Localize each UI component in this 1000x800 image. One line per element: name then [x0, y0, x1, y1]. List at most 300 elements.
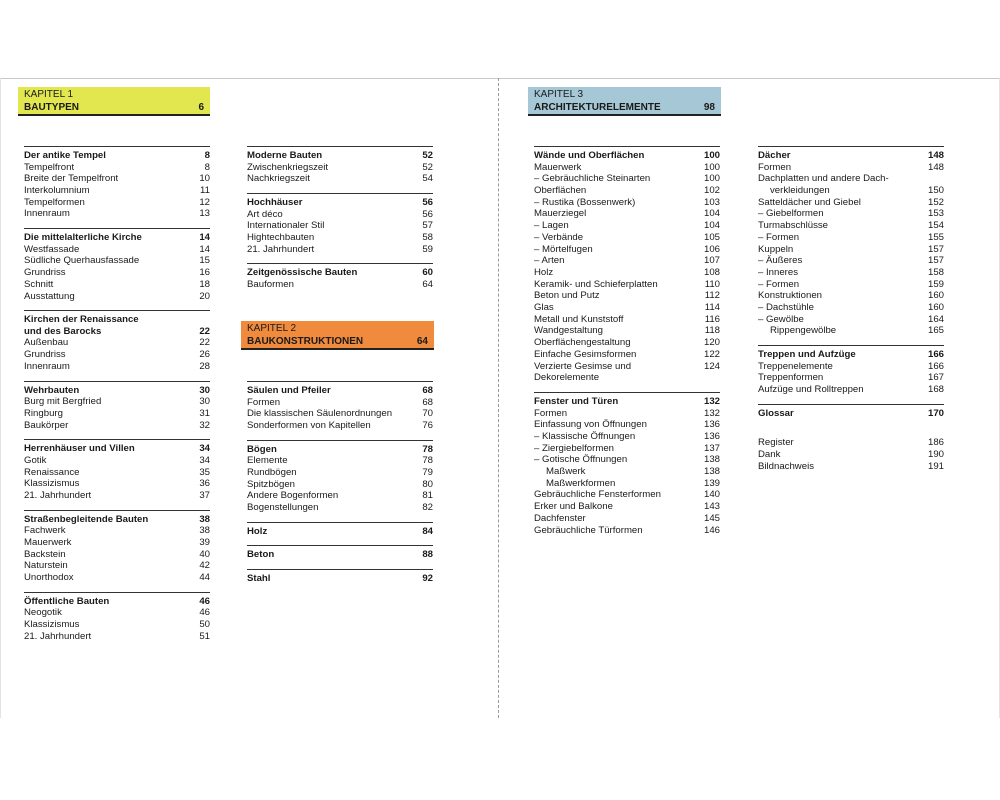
- chapter-page: 6: [198, 102, 204, 113]
- entry-page: 52: [422, 161, 433, 173]
- entry-label: Rippengewölbe: [770, 325, 837, 337]
- entry-page: 10: [199, 173, 210, 185]
- toc-entry[interactable]: [534, 513, 720, 525]
- toc-entry[interactable]: [534, 197, 720, 209]
- entry-label: Breite der Tempelfront: [24, 173, 119, 185]
- section-title: [24, 232, 199, 244]
- entry-label: Metall und Kunststoff: [534, 313, 624, 325]
- toc-entry[interactable]: [24, 185, 210, 197]
- entry-page: 31: [199, 407, 210, 419]
- toc-entry[interactable]: [758, 314, 944, 326]
- toc-entry[interactable]: [24, 349, 210, 361]
- toc-section: [247, 146, 433, 185]
- entry-page: 153: [927, 208, 944, 220]
- toc-entry[interactable]: [758, 461, 944, 473]
- entry-page: 102: [703, 185, 720, 196]
- entry-page: 148: [927, 161, 944, 173]
- toc-entry[interactable]: [24, 560, 210, 572]
- entry-label: Wandgestaltung: [534, 325, 603, 337]
- entry-label: Holz: [534, 266, 554, 278]
- toc-section: [247, 381, 433, 432]
- toc-entry[interactable]: [247, 420, 433, 432]
- entry-label: Backstein: [24, 548, 66, 560]
- section-title-line: Öffentliche Bauten: [24, 595, 110, 607]
- toc-entry[interactable]: [247, 397, 433, 409]
- page-top-edge: [0, 78, 1000, 79]
- toc-section: [247, 522, 433, 538]
- entry-label: Glas: [534, 302, 554, 314]
- entry-label: Innenraum: [24, 360, 70, 372]
- entry-label: Baukörper: [24, 419, 69, 431]
- toc-entry[interactable]: [534, 454, 720, 466]
- section-heading[interactable]: [758, 345, 944, 361]
- toc-entry[interactable]: [758, 232, 944, 244]
- toc-entry[interactable]: [534, 208, 720, 220]
- section-heading[interactable]: [24, 381, 210, 397]
- entry-label: Spitzbögen: [247, 478, 296, 490]
- toc-entry[interactable]: [247, 479, 433, 491]
- chapter-3-header[interactable]: [528, 87, 721, 116]
- entry-page: 59: [422, 243, 433, 255]
- entry-label: Nachkriegszeit: [247, 173, 310, 185]
- section-heading[interactable]: [758, 404, 944, 420]
- section-title-line: Beton: [247, 549, 275, 561]
- entry-page: 20: [199, 290, 210, 302]
- toc-entry[interactable]: [758, 162, 944, 174]
- toc-entry[interactable]: [24, 478, 210, 490]
- section-title-line: Bögen: [247, 443, 277, 455]
- entry-label: 21. Jahrhundert: [24, 489, 92, 501]
- toc-entry[interactable]: [247, 408, 433, 420]
- section-title-line: Zeitgenössische Bauten: [247, 267, 358, 279]
- entry-label: Formen: [534, 407, 568, 419]
- toc-entry[interactable]: [24, 279, 210, 291]
- entry-page: 14: [199, 243, 210, 255]
- entry-page: 44: [199, 572, 210, 584]
- entry-page: 167: [927, 372, 944, 384]
- section-page: 170: [927, 407, 944, 419]
- toc-entry[interactable]: [24, 337, 210, 349]
- entry-label: Maßwerkformen: [546, 477, 616, 489]
- section-page: 46: [199, 595, 210, 607]
- entry-page: 138: [703, 466, 720, 478]
- entry-label: Bildnachweis: [758, 460, 814, 472]
- toc-entry[interactable]: [24, 255, 210, 267]
- entry-page: 82: [422, 502, 433, 514]
- spacer: [758, 427, 944, 437]
- toc-entry[interactable]: [247, 467, 433, 479]
- toc-column-3: [534, 146, 720, 544]
- section-title: [247, 150, 422, 162]
- entry-page: 26: [199, 349, 210, 361]
- section-heading[interactable]: [247, 545, 433, 561]
- entry-label: – Ziergiebelformen: [534, 442, 614, 454]
- entry-page: 168: [927, 384, 944, 396]
- entry-page: 105: [703, 231, 720, 243]
- entry-label: Art déco: [247, 208, 283, 220]
- entry-label: Unorthodox: [24, 572, 74, 584]
- section-title: [247, 444, 422, 456]
- toc-entry[interactable]: [758, 449, 944, 461]
- entry-label: Bauformen: [247, 279, 294, 290]
- toc-entry[interactable]: [758, 208, 944, 220]
- section-title-line: Stahl: [247, 573, 271, 584]
- toc-entry[interactable]: [247, 502, 433, 514]
- section-heading[interactable]: [247, 522, 433, 538]
- section-title: [758, 349, 928, 361]
- section-title-line: Die mittelalterliche Kirche: [24, 232, 142, 244]
- page-left-edge: [0, 78, 1, 718]
- entry-page: 37: [199, 489, 210, 501]
- section-heading[interactable]: [247, 263, 433, 279]
- toc-entry[interactable]: [534, 290, 720, 302]
- entry-page: 38: [199, 525, 210, 537]
- chapter-title: ARCHITEKTURELEMENTE: [534, 102, 661, 113]
- section-heading[interactable]: [247, 440, 433, 456]
- section-heading[interactable]: [24, 592, 210, 608]
- toc-entry[interactable]: [758, 302, 944, 314]
- toc-entry[interactable]: [758, 372, 944, 384]
- section-title-line: und des Barocks: [24, 325, 102, 337]
- toc-entry[interactable]: [247, 232, 433, 244]
- section-page: 166: [927, 349, 944, 361]
- entry-label: Burg mit Bergfried: [24, 396, 102, 408]
- toc-entry[interactable]: [247, 162, 433, 174]
- toc-entry[interactable]: [24, 208, 210, 220]
- entry-page: 158: [927, 266, 944, 278]
- entry-label: Neogotik: [24, 607, 62, 619]
- entry-label: Dachfenster: [534, 512, 586, 524]
- entry-page: 191: [927, 460, 944, 472]
- entry-label: Ringburg: [24, 407, 63, 419]
- toc-entry[interactable]: [758, 384, 944, 396]
- entry-page: 42: [199, 560, 210, 572]
- section-heading[interactable]: [758, 146, 944, 162]
- toc-entry[interactable]: [247, 490, 433, 502]
- toc-entry[interactable]: [24, 197, 210, 209]
- section-page: 34: [199, 443, 210, 455]
- section-heading[interactable]: [247, 193, 433, 209]
- entry-label: Tempelformen: [24, 196, 85, 208]
- toc-entry[interactable]: [24, 549, 210, 561]
- toc-entry[interactable]: [534, 267, 720, 279]
- section-page: 132: [703, 395, 720, 407]
- section-title: [247, 385, 422, 397]
- entry-page: 137: [703, 442, 720, 454]
- toc-entry[interactable]: [24, 267, 210, 279]
- toc-entry[interactable]: [758, 220, 944, 232]
- entry-label: Andere Bogenformen: [247, 490, 339, 502]
- section-page: 148: [927, 150, 944, 161]
- toc-section: [247, 193, 433, 255]
- toc-section: [24, 510, 210, 584]
- entry-label: Innenraum: [24, 208, 70, 220]
- entry-label: Treppenelemente: [758, 360, 833, 372]
- toc-entry[interactable]: [534, 232, 720, 244]
- toc-column-4: [758, 146, 944, 481]
- entry-label: Gotik: [24, 454, 47, 466]
- toc-entry[interactable]: [24, 396, 210, 408]
- toc-entry[interactable]: [534, 443, 720, 455]
- toc-entry[interactable]: [758, 244, 944, 256]
- toc-entry[interactable]: [24, 607, 210, 619]
- entry-label: Elemente: [247, 455, 288, 467]
- entry-page: 54: [422, 173, 433, 185]
- toc-entry[interactable]: [534, 302, 720, 314]
- toc-section: [24, 381, 210, 432]
- toc-entry[interactable]: [24, 408, 210, 420]
- entry-label: – Formen: [758, 231, 800, 243]
- entry-page: 190: [927, 449, 944, 461]
- entry-page: 11: [200, 185, 210, 196]
- entry-label: verkleidungen: [770, 185, 830, 196]
- toc-entry[interactable]: [534, 419, 720, 431]
- entry-page: 76: [422, 420, 433, 431]
- toc-column-2-lower: [247, 381, 433, 593]
- section-title: [24, 150, 205, 162]
- toc-entry[interactable]: [758, 279, 944, 291]
- toc-entry[interactable]: [247, 220, 433, 232]
- entry-page: 51: [199, 630, 210, 642]
- section-heading[interactable]: [24, 228, 210, 244]
- section-title: [24, 314, 199, 337]
- entry-label: Klassizismus: [24, 619, 80, 631]
- toc-entry[interactable]: [534, 408, 720, 420]
- section-page: 60: [422, 267, 433, 279]
- toc-entry[interactable]: [758, 197, 944, 209]
- entry-page: 154: [927, 220, 944, 232]
- section-page: 22: [199, 325, 210, 337]
- toc-entry[interactable]: [534, 220, 720, 232]
- section-title-line: Wehrbauten: [24, 384, 80, 396]
- toc-entry[interactable]: [24, 619, 210, 631]
- toc-section: [534, 146, 720, 384]
- section-page: 68: [422, 385, 433, 396]
- entry-page: 64: [422, 279, 433, 290]
- toc-entry[interactable]: [758, 437, 944, 449]
- entry-label: – Dachstühle: [758, 302, 814, 314]
- entry-label: Rundbögen: [247, 467, 297, 478]
- entry-page: 22: [199, 337, 210, 349]
- entry-label: Aufzüge und Rolltreppen: [758, 384, 864, 396]
- toc-entry[interactable]: [24, 490, 210, 502]
- toc-entry[interactable]: [758, 267, 944, 279]
- section-title: [247, 526, 422, 538]
- entry-label: Turmabschlüsse: [758, 220, 829, 232]
- section-heading[interactable]: [247, 569, 433, 585]
- entry-label: Maßwerk: [546, 466, 586, 478]
- toc-entry[interactable]: [758, 185, 944, 197]
- toc-entry[interactable]: [247, 279, 433, 291]
- entry-page: 50: [199, 619, 210, 631]
- entry-page: 157: [927, 255, 944, 267]
- section-heading[interactable]: [247, 381, 433, 397]
- entry-label: Dachplatten und andere Dach-: [758, 173, 889, 185]
- entry-label: Keramik- und Schieferplatten: [534, 278, 658, 290]
- chapter-2-header[interactable]: [241, 321, 434, 350]
- toc-entry[interactable]: [24, 361, 210, 373]
- entry-page: 122: [703, 348, 720, 360]
- entry-label: Grundriss: [24, 349, 66, 361]
- entry-page: 78: [422, 455, 433, 467]
- toc-entry[interactable]: [24, 572, 210, 584]
- entry-label: Mauerziegel: [534, 208, 587, 220]
- toc-entry[interactable]: [24, 631, 210, 643]
- entry-label: Beton und Putz: [534, 290, 600, 302]
- toc-entry[interactable]: [534, 466, 720, 478]
- toc-entry[interactable]: [534, 501, 720, 513]
- entry-label: Sonderformen von Kapitellen: [247, 420, 371, 431]
- section-title: [24, 596, 199, 608]
- toc-entry[interactable]: [534, 244, 720, 256]
- entry-page: 155: [927, 231, 944, 243]
- toc-entry[interactable]: [247, 244, 433, 256]
- entry-page: 124: [703, 360, 720, 372]
- entry-page: 36: [199, 478, 210, 490]
- section-heading[interactable]: [247, 146, 433, 162]
- toc-entry[interactable]: [24, 173, 210, 185]
- entry-page: 39: [199, 536, 210, 548]
- entry-page: 104: [703, 208, 720, 220]
- entry-page: 81: [422, 490, 433, 502]
- section-title-line: Hochhäuser: [247, 197, 303, 208]
- entry-label: Außenbau: [24, 337, 69, 349]
- toc-entry[interactable]: [534, 185, 720, 197]
- entry-page: 166: [927, 360, 944, 372]
- section-heading[interactable]: [24, 310, 210, 337]
- entry-label: Grundriss: [24, 267, 66, 279]
- entry-label: Südliche Querhausfassade: [24, 255, 140, 267]
- entry-page: 107: [703, 255, 720, 267]
- entry-page: 57: [422, 220, 433, 232]
- toc-entry[interactable]: [24, 537, 210, 549]
- entry-label: – Giebelformen: [758, 208, 824, 220]
- toc-section: [247, 263, 433, 290]
- toc-entry[interactable]: [247, 455, 433, 467]
- entry-page: 146: [703, 524, 720, 536]
- entry-label: Bogenstellungen: [247, 502, 319, 514]
- toc-entry[interactable]: [24, 467, 210, 479]
- toc-entry[interactable]: [534, 279, 720, 291]
- toc-section: [24, 592, 210, 643]
- toc-entry[interactable]: [534, 325, 720, 337]
- entry-label: – Gebräuchliche Steinarten: [534, 173, 651, 185]
- entry-label: Fachwerk: [24, 525, 66, 537]
- toc-entry[interactable]: [534, 162, 720, 174]
- toc-entry[interactable]: [247, 173, 433, 185]
- section-heading[interactable]: [24, 510, 210, 526]
- toc-section: [24, 228, 210, 302]
- toc-entry[interactable]: [534, 361, 720, 384]
- section-title-line: Fenster und Türen: [534, 395, 619, 407]
- chapter-page: 64: [416, 336, 428, 347]
- entry-page: 8: [204, 161, 210, 173]
- entry-label: Klassizismus: [24, 478, 80, 490]
- toc-entry[interactable]: [24, 291, 210, 303]
- entry-label: Einfache Gesimsformen: [534, 348, 637, 360]
- entry-label: Formen: [758, 161, 792, 173]
- entry-page: 32: [199, 419, 210, 431]
- toc-entry[interactable]: [24, 455, 210, 467]
- section-title: [247, 197, 422, 209]
- toc-entry[interactable]: [24, 244, 210, 256]
- toc-entry[interactable]: [534, 478, 720, 490]
- toc-section: [758, 404, 944, 420]
- toc-entry[interactable]: [758, 173, 944, 185]
- toc-entry[interactable]: [758, 361, 944, 373]
- entry-page: 116: [704, 313, 720, 325]
- chapter-number: KAPITEL 3: [534, 89, 584, 100]
- entry-label: – Gewölbe: [758, 313, 804, 325]
- entry-label: – Verbände: [534, 231, 584, 243]
- entry-label: Schnitt: [24, 278, 54, 290]
- toc-entry[interactable]: [24, 525, 210, 537]
- toc-entry[interactable]: [758, 290, 944, 302]
- entry-label: Register: [758, 437, 794, 449]
- entry-page: 143: [703, 501, 720, 513]
- chapter-1-header[interactable]: [18, 87, 210, 116]
- toc-entry[interactable]: [758, 255, 944, 267]
- entry-label: – Gotische Öffnungen: [534, 454, 628, 466]
- entry-page: 140: [703, 489, 720, 501]
- entry-page: 160: [927, 290, 944, 302]
- section-heading[interactable]: [534, 146, 720, 162]
- entry-page: 160: [927, 302, 944, 314]
- toc-entry[interactable]: [534, 349, 720, 361]
- section-page: 14: [199, 232, 210, 244]
- section-heading[interactable]: [24, 439, 210, 455]
- section-page: 56: [422, 197, 433, 208]
- toc-entry[interactable]: [534, 431, 720, 443]
- entry-page: 100: [703, 161, 720, 173]
- entry-page: 120: [703, 337, 720, 349]
- toc-section: [24, 439, 210, 501]
- chapter-number: KAPITEL 2: [247, 323, 297, 334]
- entry-page: 152: [927, 196, 944, 208]
- toc-entry[interactable]: [534, 337, 720, 349]
- toc-entry[interactable]: [24, 420, 210, 432]
- entry-page: 186: [927, 437, 944, 449]
- entry-page: 132: [703, 407, 720, 419]
- entry-page: 56: [422, 208, 433, 220]
- toc-entry[interactable]: [534, 314, 720, 326]
- entry-label: Gebräuchliche Fensterformen: [534, 489, 661, 501]
- section-page: 100: [703, 150, 720, 161]
- section-title-line: Straßenbegleitende Bauten: [24, 513, 149, 525]
- entry-page: 145: [703, 512, 720, 524]
- section-title-line: Der antike Tempel: [24, 150, 106, 161]
- toc-entry[interactable]: [24, 162, 210, 174]
- entry-page: 106: [703, 243, 720, 255]
- entry-label: Treppenformen: [758, 372, 824, 384]
- chapter-page: 98: [703, 102, 715, 113]
- entry-label: Interkolumnium: [24, 185, 90, 196]
- toc-entry[interactable]: [534, 173, 720, 185]
- toc-section: [24, 310, 210, 372]
- section-heading[interactable]: [534, 392, 720, 408]
- section-title-line: Säulen und Pfeiler: [247, 385, 331, 396]
- entry-label: 21. Jahrhundert: [24, 630, 92, 642]
- toc-entry[interactable]: [534, 525, 720, 537]
- section-page: 92: [422, 573, 433, 584]
- section-heading[interactable]: [24, 146, 210, 162]
- toc-entry[interactable]: [247, 209, 433, 221]
- entry-page: 28: [199, 360, 210, 372]
- toc-entry[interactable]: [534, 255, 720, 267]
- toc-section: [247, 440, 433, 514]
- toc-entry[interactable]: [758, 325, 944, 337]
- toc-entry[interactable]: [534, 489, 720, 501]
